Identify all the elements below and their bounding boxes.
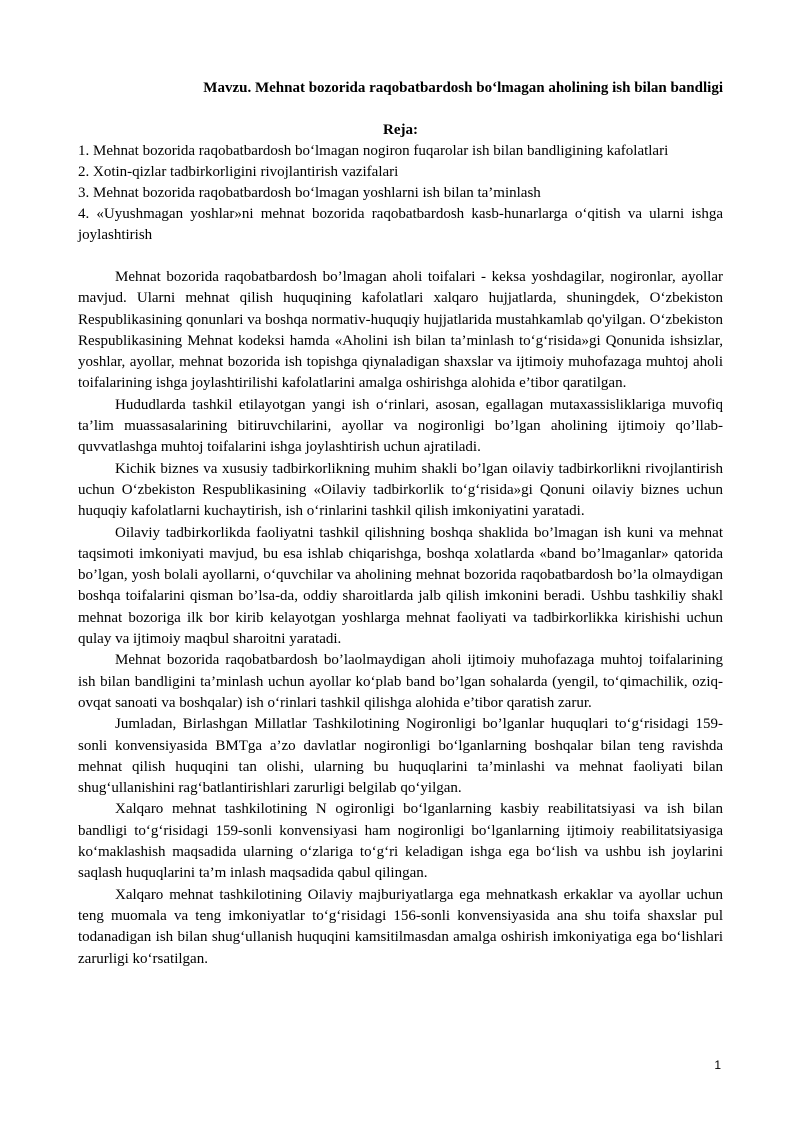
page-number: 1: [714, 1058, 721, 1072]
body-paragraph: Mehnat bozorida raqobatbardosh bo’laolmaydigan aholi ijtimoiy muhofazaga muhtoj toifalarining ish bilan bandligini ta’minlash uchun ayollar ko‘plab band bo’lgan sohalarda (yengil, to‘qimachilik, oziq-ovqat sanoati va boshqalar) ish o‘rinlari tashkil qilishga alohida e’tibor qaratish zarur.: [78, 652, 723, 711]
document-title: Mavzu. Mehnat bozorida raqobatbardosh bo‘lmagan aholining ish bilan bandligi: [203, 80, 723, 96]
body-paragraph: Xalqaro mehnat tashkilotining N ogironligi bo‘lganlarning kasbiy reabilitatsiyasi va ish bilan bandligi to‘g‘risidagi 159-sonli konvensiyasi ham nogironligi bo‘lganlarning ijtimoiy reabilitatsiyasiga ko‘maklashish maqsadida ularning o‘zlariga to‘g‘ri keladigan ishga ega bo‘lish va ushbu ish joylarini saqlash huquqlarini ta’m inlash maqsadida qabul qilingan.: [78, 801, 723, 882]
body-paragraph: Mehnat bozorida raqobatbardosh bo’lmagan aholi toifalari - keksa yoshdagilar, nogironlar, ayollar mavjud. Ularni mehnat qilish huquqining kafolatlari xalqaro hujjatlarda, shuningdek, O‘zbekiston Respublikasining qonunlari va boshqa normativ-huquqiy hujjatlarida mustahkamlab qo'yilgan. O‘zbekiston Respublikasining Mehnat kodeksi hamda «Aholini ish bilan ta’minlash to‘g‘risida»gi Qonunida ishsizlar, yoshlar, ayollar, mehnat bozorida ish topishga qiynaladigan shaxslar va ijtimoiy muhofazaga muhtoj aholi toifalarining ishga joylashtirilishi kafolatlarini amalga oshirishga alohida e’tibor qaratilgan.: [78, 269, 723, 392]
plan-list: [78, 141, 723, 246]
body-paragraph: Jumladan, Birlashgan Millatlar Tashkilotining Nogironligi bo’lganlar huquqlari to‘g‘risidagi 159-sonli konvensiyasida BMTga a’zo davlatlar nogironligi bo‘lganlarning boshqalar bilan teng ravishda mehnat qilish huquqini tan olishi, ularning bu huquqlarini ta’minlashi va mehnat faoliyati bilan shug‘ullanishini rag‘batlantirishlari zarurligi belgilab qo‘yilgan.: [78, 716, 723, 797]
plan-item: 2. Xotin-qizlar tadbirkorligini rivojlantirish vazifalari: [78, 164, 399, 180]
plan-item: 4. «Uyushmagan yoshlar»ni mehnat bozorida raqobatbardosh kasb-hunarlarga o‘qitish va ularni ishga joylashtirish: [78, 206, 723, 243]
plan-item: 1. Mehnat bozorida raqobatbardosh bo‘lmagan nogiron fuqarolar ish bilan bandligining kafolatlari: [78, 143, 669, 159]
body-text: [78, 267, 723, 970]
body-paragraph: Kichik biznes va xususiy tadbirkorlikning muhim shakli bo’lgan oilaviy tadbirkorlikni rivojlantirish uchun O‘zbekiston Respublikasining «Oilaviy tadbirkorlik to‘g‘risida»gi Qonuni oilaviy biznes uchun huquqiy kafolatlarni kuchaytirish, ish o‘rinlarini tashkil qilish imkoniyatini yaratadi.: [78, 460, 723, 520]
plan-item: 3. Mehnat bozorida raqobatbardosh bo‘lmagan yoshlarni ish bilan ta’minlash: [78, 185, 541, 201]
body-paragraph: Oilaviy tadbirkorlikda faoliyatni tashkil qilishning boshqa shaklida bo’lmagan ish kuni va mehnat taqsimoti imkoniyati mavjud, bu esa ishlab chiqarishga, boshqa xolatlarda «band bo’lmaganlar» qatorida bo’lgan, yosh bolali ayollarni, o‘quvchilar va aholining mehnat bozorida raqobatbardosh bo’la olmaydigan boshqa toifalarini qisman bo’lsa-da, oddiy sharoitlarda jalb qilish imkonini beradi. Ushbu tashkiliy shakl mehnat bozoriga ilk bor kirib kelayotgan yoshlarga mehnat faoliyati va tadbirkorlikka kirishishi uchun qulay va ijtimoiy maqbul sharoitni yaratadi.: [78, 524, 723, 648]
body-paragraph: Xalqaro mehnat tashkilotining Oilaviy majburiyatlarga ega mehnatkash erkaklar va ayollar uchun teng muomala va teng imkoniyatlar to‘g‘risidagi 156-sonli konvensiyasida ana shu toifa shaxslar pul todanadigan ish bilan shug‘ullanish huquqini kamsitilmasdan amalga oshirish imkoniyatiga ega bo‘lishlari zarurligi ko‘rsatilgan.: [78, 886, 723, 967]
plan-heading: Reja:: [383, 122, 418, 138]
body-paragraph: Hududlarda tashkil etilayotgan yangi ish o‘rinlari, asosan, egallagan mutaxassisliklariga muvofiq ta’lim muassasalarining bitiruvchilarini, ayollar va nogironligi bo’lgan aholining ijtimoiy qo’llab-quvvatlashga muhtoj toifalarini ishga joylashtirish uchun ajratiladi.: [78, 396, 723, 456]
